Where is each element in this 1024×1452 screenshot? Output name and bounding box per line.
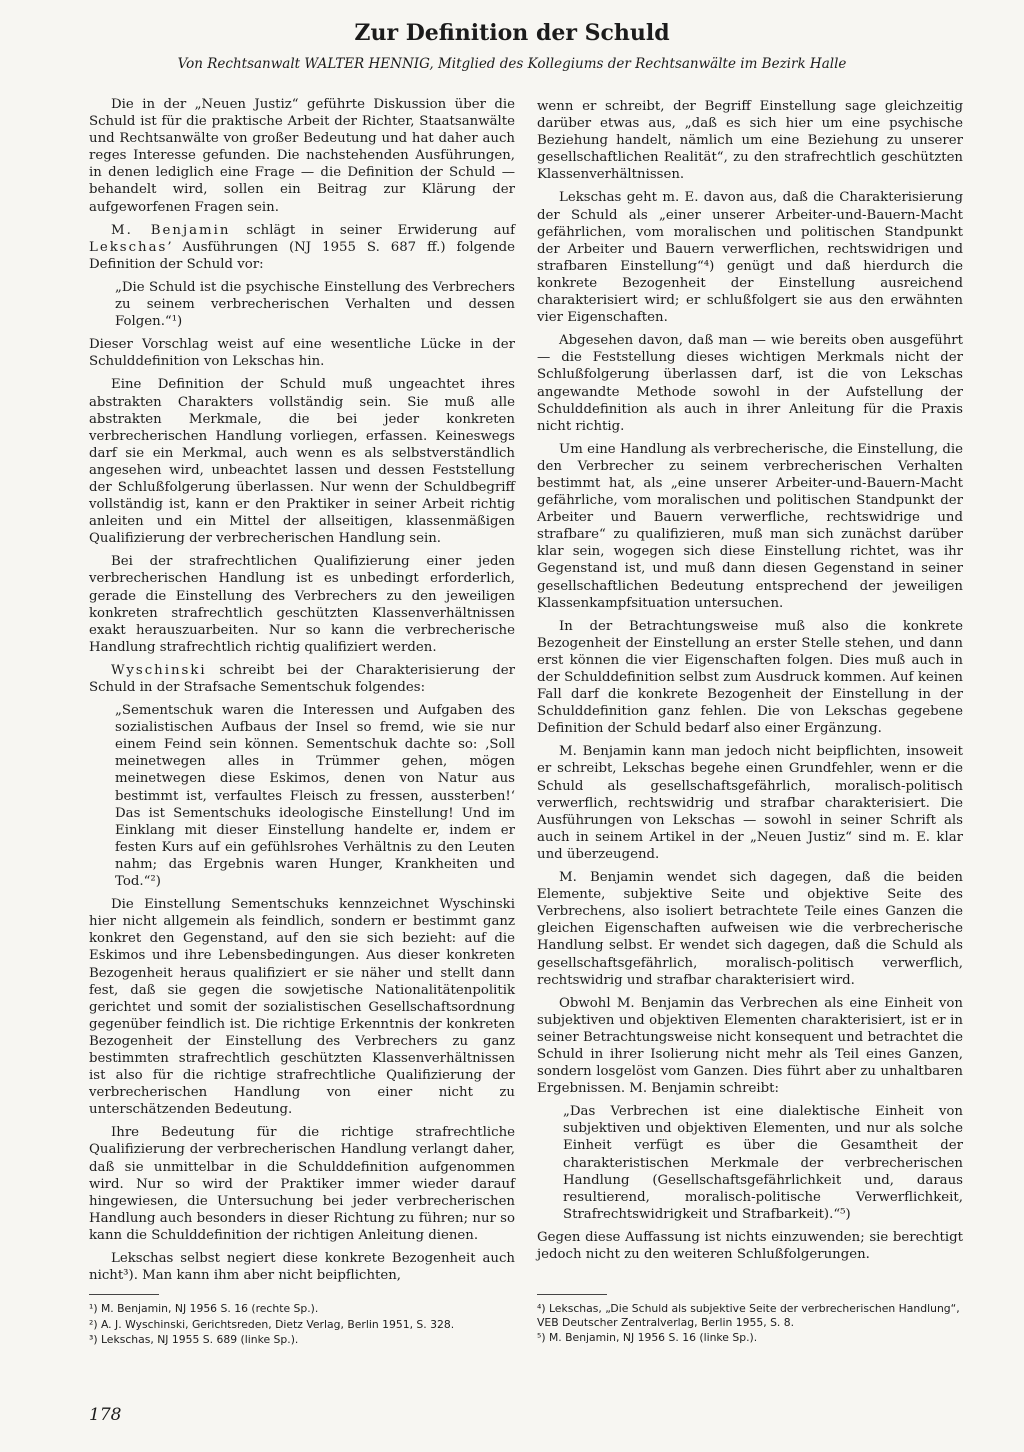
footnotes-right: [537, 1302, 963, 1347]
block-quote: „Die Schuld ist die psychische Einstellung des Verbrechers zu seinem verbrecherischen Verhalten und dessen Folgen.“¹): [115, 279, 515, 330]
footnote-divider: [537, 1294, 607, 1295]
paragraph: M. Benjamin kann man jedoch nicht beipflichten, insoweit er schreibt, Lekschas begehe einen Grundfehler, wenn er die Schuld als gesellschaftsgefährlich, moralisch-politisch verwerflich, rechtswidrig und strafbar charakterisiert. Die Ausführungen von Lekschas — sowohl in seiner Schrift als auch in seinem Artikel in der „Neuen Justiz“ sind m. E. klar und überzeugend.: [537, 744, 963, 862]
footnote: ²) A. J. Wyschinski, Gerichtsreden, Dietz Verlag, Berlin 1951, S. 328.: [89, 1317, 455, 1331]
paragraph: wenn er schreibt, der Begriff Einstellung sage gleichzeitig darüber etwas aus, „daß es sich hier um eine psychische Beziehung handelt, nämlich um eine Beziehung zu unserer gesellschaftlichen Realität“, zu den strafrechtlich geschützten Klassenverhältnissen.: [537, 99, 963, 183]
article-title: Zur Definition der Schuld: [354, 20, 670, 46]
block-quote: „Das Verbrechen ist eine dialektische Einheit von subjektiven und objektiven Elementen, und nur als solche Einheit verfügt es über die Gesamtheit der charakteristischen Merkmale der verbrecherischen Handlung (Gesellschaftsgefährlichkeit und, daraus resultierend, moralisch-politische Verwerflichkeit, Strafrechtswidrigkeit und Strafbarkeit).“⁵): [563, 1104, 963, 1222]
right-column: [537, 98, 963, 1269]
footnote: ¹) M. Benjamin, NJ 1956 S. 16 (rechte Sp.).: [89, 1302, 319, 1315]
paragraph: In der Betrachtungsweise muß also die konkrete Bezogenheit der Einstellung an erster Stelle stehen, und dann erst können die vier Eigenschaften folgen. Dies muß auch in der Schulddefinition selbst zum Ausdruck kommen. Auf keinen Fall darf die konkrete Bezogenheit der Einstellung in der Schulddefinition ganz fehlen. Die von Lekschas gegebene Definition der Schuld bedarf also einer Ergänzung.: [537, 618, 963, 737]
paragraph: Lekschas geht m. E. davon aus, daß die Charakterisierung der Schuld als „einer unserer Arbeiter-und-Bauern-Macht gefährlichen, vom moralischen und politischen Standpunkt der Arbeiter und Bauern verwerflichen, rechtswidrigen und strafbaren Einstellung“⁴) genügt und daß hierdurch die konkrete Bezogenheit der Einstellung ausreichend charakterisiert wird; er schlußfolgert sie aus den erwähnten vier Eigenschaften.: [537, 190, 963, 326]
paragraph: Bei der strafrechtlichen Qualifizierung einer jeden verbrecherischen Handlung ist es unbedingt erforderlich, gerade die Einstellung des Verbrechers zu den jeweiligen konkreten strafrechtlich geschützten Klassenverhältnissen exakt herauszuarbeiten. Nur so kann die verbrecherische Handlung strafrechtlich richtig qualifiziert werden.: [89, 554, 515, 655]
author-name: M. Benjamin: [111, 222, 231, 238]
page-number: 178: [89, 1405, 122, 1425]
footnote-divider: [89, 1294, 159, 1295]
author-byline: Von Rechtsanwalt WALTER HENNIG, Mitglied des Kollegiums der Rechtsanwälte im Bezirk Halle: [177, 56, 847, 72]
paragraph: Die in der „Neuen Justiz“ geführte Diskussion über die Schuld ist für die praktische Arbeit der Richter, Staatsanwälte und Rechtsanwälte von großer Bedeutung und hat daher auch reges Interesse gefunden. Die nachstehenden Ausführungen, in denen lediglich eine Frage — die Definition der Schuld — behandelt wird, sollen ein Beitrag zur Klärung der aufgeworfenen Fragen sein.: [89, 97, 515, 215]
paragraph: Eine Definition der Schuld muß ungeachtet ihres abstrakten Charakters vollständig sein. Sie muß alle abstrakten Merkmale, die bei jeder konkreten verbrecherischen Handlung vorliegen, erfassen. Keineswegs darf sie ein Merkmal, auch wenn es als selbstverständlich angesehen wird, unbeachtet lassen und dessen Feststellung der Schlußfolgerung überlassen. Nur wenn der Schuldbegriff vollständig ist, kann er den Praktiker in seiner Arbeit richtig anleiten und ein Mittel der allseitigen, klassenmäßigen Qualifizierung der verbrecherischen Handlung sein.: [89, 377, 515, 547]
paragraph: Wyschinski schreibt bei der Charakterisierung der Schuld in der Strafsache Sementschuk folgendes:: [89, 662, 515, 695]
paragraph: M. Benjamin wendet sich dagegen, daß die beiden Elemente, subjektive Seite und objektive Seite des Verbrechens, also isoliert betrachtete Teile eines Ganzen die gleichen Eigenschaften aufweisen wie die verbrecherische Handlung selbst. Er wendet sich dagegen, daß die Schuld als gesellschaftsgefährlich, moralisch-politisch verwerflich, rechtswidrig und strafbar charakterisiert wird.: [537, 870, 963, 988]
block-quote: „Sementschuk waren die Interessen und Aufgaben des sozialistischen Aufbaus der Insel so fremd, wie sie nur einem Feind sein können. Sementschuk dachte so: ‚Soll meinetwegen alles in Trümmer gehen, mögen meinetwegen diese Eskimos, denen von Natur aus bestimmt ist, verfaultes Fleisch zu fressen, aussterben!‘ Das ist Sementschuks ideologische Einstellung! Und im Einklang mit dieser Einstellung handelte er, indem er festen Kurs auf ein gefühlsrohes Verhältnis zu den Leuten nahm; das Ergebnis waren Hunger, Krankheiten und Tod.“²): [115, 703, 515, 890]
author-name: Wyschinski: [111, 662, 207, 678]
author-name: Lekschas: [89, 239, 168, 255]
paragraph: Ihre Bedeutung für die richtige strafrechtliche Qualifizierung der verbrecherischen Handlung verlangt daher, daß sie unmittelbar in die Schulddefinition aufgenommen wird. Nur so wird der Praktiker immer wieder darauf hingewiesen, die Untersuchung bei jeder verbrecherischen Handlung auch besonders in dieser Richtung zu führen; nur so kann die Schulddefinition der richtigen Anleitung dienen.: [89, 1125, 515, 1243]
left-column: [89, 96, 515, 1290]
footnote: ⁴) Lekschas, „Die Schuld als subjektive Seite der verbrecherischen Handlung“, VEB Deutscher Zentralverlag, Berlin 1955, S. 8.: [537, 1302, 960, 1329]
paragraph: Die Einstellung Sementschuks kennzeichnet Wyschinski hier nicht allgemein als feindlich, sondern er bestimmt ganz konkret den Gegenstand, auf den sie sich bezieht: auf die Eskimos und ihre Lebensbedingungen. Aus dieser konkreten Bezogenheit heraus qualifiziert er sie näher und stellt dann fest, daß sie gegen die sowjetische Nationalitätenpolitik gerichtet und somit der sozialistischen Gesellschaftsordnung gegenüber feindlich ist. Die richtige Erkenntnis der konkreten Bezogenheit der Einstellung des Verbrechers zu ganz bestimmten strafrechtlich geschützten Klassenverhältnissen ist also für die richtige strafrechtliche Qualifizierung der verbrecherischen Handlung von einer nicht zu unterschätzenden Bedeutung.: [89, 897, 515, 1118]
paragraph: Abgesehen davon, daß man — wie bereits oben ausgeführt — die Feststellung dieses wichtigen Merkmals nicht der Schlußfolgerung überlassen darf, ist die von Lekschas angewandte Methode sowohl in der Aufstellung der Schulddefinition als auch in ihrer Anleitung für die Praxis nicht richtig.: [537, 333, 963, 434]
footnotes-left: [89, 1302, 515, 1349]
paragraph: M. Benjamin schlägt in seiner Erwiderung auf Lekschas’ Ausführungen (NJ 1955 S. 687 ff.) folgende Definition der Schuld vor:: [89, 222, 515, 272]
paragraph: Obwohl M. Benjamin das Verbrechen als eine Einheit von subjektiven und objektiven Elementen charakterisiert, ist er in seiner Betrachtungsweise nicht konsequent und betrachtet die Schuld in ihrer Isolierung nicht mehr als Teil eines Ganzen, sondern losgelöst vom Ganzen. Dies führt aber zu unhaltbaren Ergebnissen. M. Benjamin schreibt:: [537, 995, 963, 1097]
paragraph: Gegen diese Auffassung ist nichts einzuwenden; sie berechtigt jedoch nicht zu den weiteren Schlußfolgerungen.: [537, 1229, 963, 1262]
paragraph: Dieser Vorschlag weist auf eine wesentliche Lücke in der Schulddefinition von Lekschas hin.: [89, 337, 515, 370]
paragraph: Um eine Handlung als verbrecherische, die Einstellung, die den Verbrecher zu seinem verbrecherischen Verhalten bestimmt hat, als „eine unserer Arbeiter-und-Bauern-Macht gefährliche, vom moralischen und politischen Standpunkt der Arbeiter und Bauern verwerfliche, rechtswidrige und strafbare“ zu qualifizieren, muß man sich zunächst darüber klar sein, wogegen sich diese Einstellung richtet, was ihr Gegenstand ist, und muß dann diesen Gegenstand in seiner gesellschaftlichen Bedeutung entsprechend der jeweiligen Klassenkampfsituation untersuchen.: [537, 441, 963, 611]
footnote: ³) Lekschas, NJ 1955 S. 689 (linke Sp.).: [89, 1333, 299, 1347]
paragraph: Lekschas selbst negiert diese konkrete Bezogenheit auch nicht³). Man kann ihm aber nicht beipflichten,: [89, 1251, 515, 1284]
footnote: ⁵) M. Benjamin, NJ 1956 S. 16 (linke Sp.).: [537, 1331, 758, 1345]
